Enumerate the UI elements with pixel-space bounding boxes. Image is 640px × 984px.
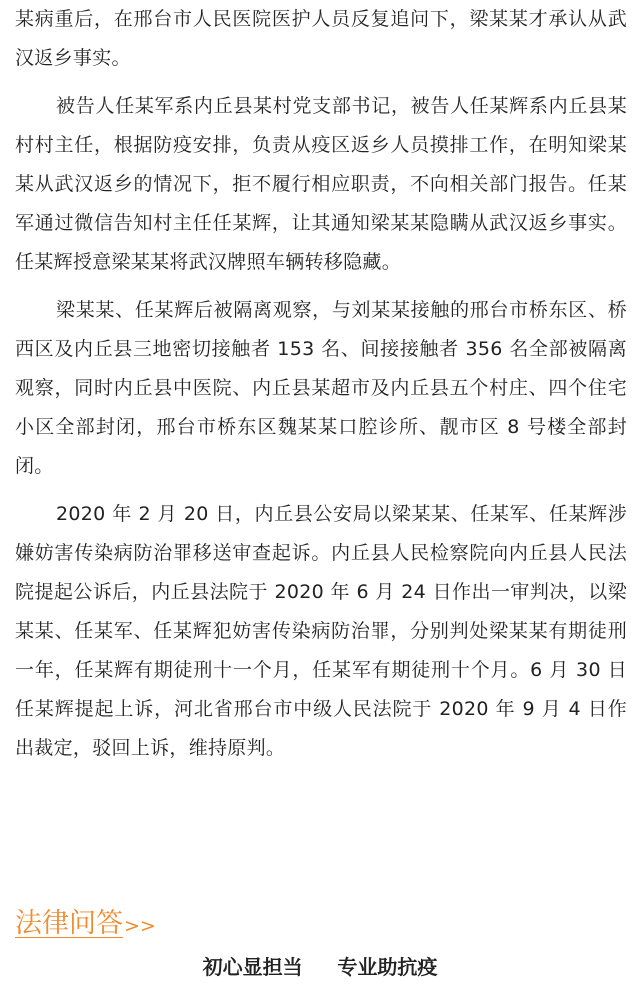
legal-qa-link-label: 法律问答 — [15, 908, 123, 939]
slogan-heading: 初心显担当 专业助抗疫 — [202, 955, 438, 979]
article-body — [15, 0, 627, 768]
article-paragraph: 梁某某、任某辉后被隔离观察，与刘某某接触的邢台市桥东区、桥西区及内丘县三地密切接触者 153 名、间接接触者 356 名全部被隔离观察，同时内丘县中医院、内丘县某超市及内丘县五个村庄、四个住宅小区全部封闭，邢台市桥东区魏某某口腔诊所、靓市区 8 号楼全部封闭。 — [15, 299, 627, 477]
article-paragraph: 被告人任某军系内丘县某村党支部书记，被告人任某辉系内丘县某村村主任，根据防疫安排，负责从疫区返乡人员摸排工作，在明知梁某某从武汉返乡的情况下，拒不履行相应职责，不向相关部门报告。任某军通过微信告知村主任任某辉，让其通知梁某某隐瞒从武汉返乡事实。任某辉授意梁某某将武汉牌照车辆转移隐藏。 — [15, 95, 627, 273]
legal-qa-link[interactable] — [15, 904, 156, 946]
article-paragraph: 某病重后，在邢台市人民医院医护人员反复追问下，梁某某才承认从武汉返乡事实。 — [15, 8, 627, 69]
double-chevron-right-icon: >> — [124, 915, 156, 937]
article-paragraph: 2020 年 2 月 20 日，内丘县公安局以梁某某、任某军、任某辉涉嫌妨害传染病防治罪移送审查起诉。内丘县人民检察院向内丘县人民法院提起公诉后，内丘县法院于 2020 年 6 月 24 日作出一审判决，以梁某某、任某军、任某辉犯妨害传染病防治罪，分别判处梁某某有期徒刑一年，任某辉有期徒刑十一个月，任某军有期徒刑十个月。6 月 30 日任某辉提起上诉，河北省邢台市中级人民法院于 2020 年 9 月 4 日作出裁定，驳回上诉，维持原判。 — [15, 503, 627, 759]
